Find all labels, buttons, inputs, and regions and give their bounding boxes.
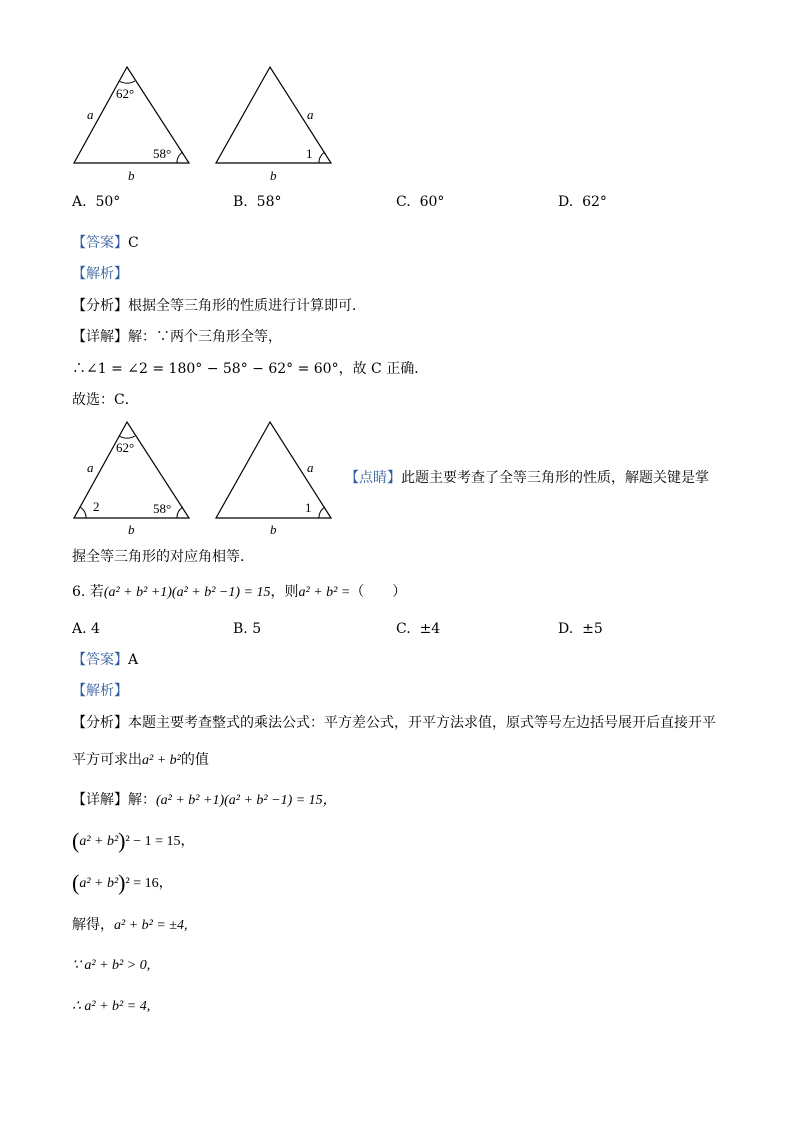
- side-b-label: b: [270, 522, 277, 537]
- xiangjie-tag: 【详解】: [72, 329, 128, 345]
- angle-2-label: 2: [93, 499, 100, 514]
- answer-value: A: [128, 652, 139, 668]
- q6-stem-prefix: 若: [89, 584, 104, 600]
- side-b-label: b: [128, 168, 135, 183]
- q6-option-b[interactable]: B. 5: [233, 621, 262, 637]
- q5-option-c[interactable]: C. 60°: [396, 194, 445, 210]
- answer-tag: 【答案】: [72, 235, 128, 251]
- q5-step1-line: ∴∠1 = ∠2 = 180° − 58° − 62° = 60°，故 C 正确．: [72, 361, 429, 377]
- q6-step2-line: (a² + b²)² = 16，: [72, 870, 173, 895]
- xiangjie-text: 解：∵两个三角形全等，: [128, 329, 282, 345]
- q5-dianjing-line2: 握全等三角形的对应角相等．: [72, 549, 254, 565]
- q6-stem-suffix: （ ）: [350, 584, 407, 600]
- jiexi-tag: 【解析】: [72, 683, 128, 699]
- q6-stem-mid: ，则: [270, 584, 299, 600]
- side-a-label: a: [87, 107, 94, 122]
- fenxi-expression: a² + b²: [142, 753, 181, 768]
- fenxi-tag: 【分析】: [72, 715, 128, 731]
- q6-step5-line: ∴ a² + b² = 4,: [72, 999, 151, 1014]
- q6-stem: [72, 583, 406, 602]
- apex-angle-label: 62°: [116, 86, 135, 101]
- dianjing-tag: 【点睛】: [345, 470, 401, 486]
- q6-answer-line: [72, 651, 138, 669]
- side-b-label: b: [270, 168, 277, 183]
- q5-option-d[interactable]: D. 62°: [558, 194, 607, 210]
- side-b-label: b: [128, 522, 135, 537]
- apex-angle-label: 62°: [116, 440, 135, 455]
- q6-option-a[interactable]: A. 4: [72, 621, 100, 637]
- q6-stem-equation: (a² + b² +1)(a² + b² −1) = 15: [103, 585, 271, 600]
- angle-1-label: 1: [305, 500, 312, 515]
- q6-fenxi-line1: [72, 714, 716, 732]
- q6-step1-line: (a² + b²)² − 1 = 15，: [72, 828, 195, 853]
- q6-option-c[interactable]: C. ±4: [396, 621, 441, 637]
- base-angle-label: 58°: [153, 146, 172, 161]
- angle-1-label: 1: [306, 146, 313, 161]
- answer-tag: 【答案】: [72, 652, 128, 668]
- xiangjie-tag: 【详解】: [72, 792, 128, 808]
- side-a-label: a: [307, 460, 314, 475]
- q6-stem-ask: a² + b² =: [298, 585, 351, 600]
- side-a-label: a: [87, 460, 94, 475]
- jiexi-tag: 【解析】: [72, 266, 128, 282]
- q5-conclusion-line: 故选：C．: [72, 392, 139, 408]
- q6-option-d[interactable]: D. ±5: [558, 621, 603, 637]
- q6-fenxi-line2: 平方可求出a² + b²的值: [72, 752, 209, 768]
- q6-xiangjie-line: 【详解】解：(a² + b² +1)(a² + b² −1) = 15，: [72, 792, 337, 808]
- q5-dianjing-line1: [345, 469, 709, 487]
- base-angle-label: 58°: [153, 501, 172, 516]
- q5-option-a[interactable]: A. 50°: [72, 194, 121, 210]
- q5-option-b[interactable]: B. 58°: [233, 194, 282, 210]
- fenxi-text: 根据全等三角形的性质进行计算即可．: [128, 298, 366, 314]
- fenxi-text-1: 本题主要考查整式的乘法公式：平方差公式，开平方法求值，原式等号左边括号展开后直接开平: [128, 715, 716, 731]
- dianjing-text-1: 此题主要考查了全等三角形的性质，解题关键是掌: [401, 470, 709, 486]
- triangle-shape: [216, 422, 331, 518]
- q6-step3-line: 解得，a² + b² = ±4,: [72, 917, 188, 933]
- fenxi-tag: 【分析】: [72, 298, 128, 314]
- xiangjie-equation: (a² + b² +1)(a² + b² −1) = 15，: [156, 793, 337, 808]
- angle-arc: [319, 507, 325, 518]
- q6-number: 6.: [72, 584, 86, 600]
- q6-jiexi-line: [72, 682, 128, 700]
- side-a-label: a: [307, 107, 314, 122]
- q6-step4-line: ∵ a² + b² > 0,: [72, 958, 151, 973]
- answer-value: C: [128, 235, 139, 251]
